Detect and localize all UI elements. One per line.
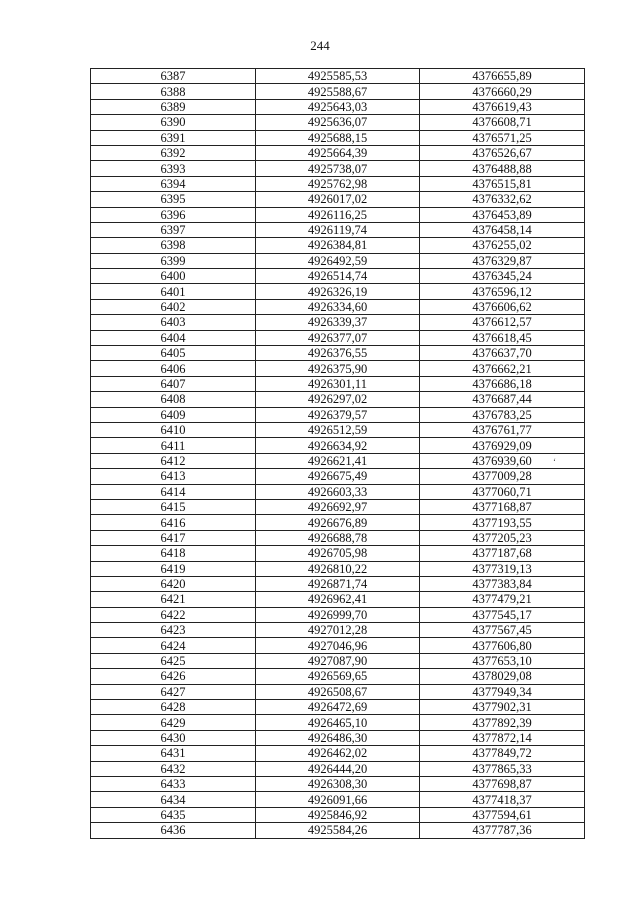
table-row bbox=[91, 715, 585, 730]
table-row bbox=[91, 592, 585, 607]
point-number-cell: 6419 bbox=[91, 561, 256, 576]
y-coordinate-cell: 4376612,57 bbox=[420, 315, 585, 330]
x-coordinate-cell: 4926871,74 bbox=[256, 576, 420, 591]
point-number-cell: 6427 bbox=[91, 684, 256, 699]
point-number-cell: 6388 bbox=[91, 84, 256, 99]
y-coordinate-cell: 4376596,12 bbox=[420, 284, 585, 299]
y-coordinate-cell: 4376618,45 bbox=[420, 330, 585, 345]
point-number-cell: 6405 bbox=[91, 346, 256, 361]
point-number-cell: 6403 bbox=[91, 315, 256, 330]
table-row bbox=[91, 145, 585, 160]
point-number-cell: 6421 bbox=[91, 592, 256, 607]
y-coordinate-cell: 4377949,34 bbox=[420, 684, 585, 699]
table-row bbox=[91, 823, 585, 838]
point-number-cell: 6433 bbox=[91, 776, 256, 791]
x-coordinate-cell: 4926308,30 bbox=[256, 776, 420, 791]
point-number-cell: 6430 bbox=[91, 730, 256, 745]
x-coordinate-cell: 4926444,20 bbox=[256, 761, 420, 776]
table-row bbox=[91, 392, 585, 407]
point-number-cell: 6394 bbox=[91, 176, 256, 191]
point-number-cell: 6407 bbox=[91, 376, 256, 391]
y-coordinate-cell: 4376686,18 bbox=[420, 376, 585, 391]
y-coordinate-cell: 4377567,45 bbox=[420, 623, 585, 638]
table-row bbox=[91, 130, 585, 145]
x-coordinate-cell: 4926377,07 bbox=[256, 330, 420, 345]
x-coordinate-cell: 4925762,98 bbox=[256, 176, 420, 191]
point-number-cell: 6426 bbox=[91, 669, 256, 684]
y-coordinate-cell: 4376488,88 bbox=[420, 161, 585, 176]
x-coordinate-cell: 4926119,74 bbox=[256, 222, 420, 237]
table-row bbox=[91, 530, 585, 545]
y-coordinate-cell: 4377653,10 bbox=[420, 653, 585, 668]
table-row bbox=[91, 284, 585, 299]
table-row bbox=[91, 207, 585, 222]
y-coordinate-cell: 4377872,14 bbox=[420, 730, 585, 745]
point-number-cell: 6399 bbox=[91, 253, 256, 268]
y-coordinate-cell: 4377902,31 bbox=[420, 700, 585, 715]
table-row bbox=[91, 315, 585, 330]
x-coordinate-cell: 4926462,02 bbox=[256, 746, 420, 761]
y-coordinate-cell: 4377787,36 bbox=[420, 823, 585, 838]
y-coordinate-cell: 4376655,89 bbox=[420, 69, 585, 84]
table-row bbox=[91, 176, 585, 191]
point-number-cell: 6420 bbox=[91, 576, 256, 591]
point-number-cell: 6401 bbox=[91, 284, 256, 299]
x-coordinate-cell: 4926705,98 bbox=[256, 546, 420, 561]
x-coordinate-cell: 4926621,41 bbox=[256, 453, 420, 468]
table-row bbox=[91, 438, 585, 453]
x-coordinate-cell: 4926376,55 bbox=[256, 346, 420, 361]
table-row bbox=[91, 653, 585, 668]
y-coordinate-cell: 4377698,87 bbox=[420, 776, 585, 791]
y-coordinate-cell: 4376255,02 bbox=[420, 238, 585, 253]
table-row bbox=[91, 469, 585, 484]
page-number: 244 bbox=[310, 38, 330, 53]
x-coordinate-cell: 4925585,53 bbox=[256, 69, 420, 84]
x-coordinate-cell: 4926017,02 bbox=[256, 192, 420, 207]
table-row bbox=[91, 746, 585, 761]
table-row bbox=[91, 576, 585, 591]
table-row bbox=[91, 269, 585, 284]
x-coordinate-cell: 4926297,02 bbox=[256, 392, 420, 407]
table-row bbox=[91, 222, 585, 237]
x-coordinate-cell: 4926492,59 bbox=[256, 253, 420, 268]
point-number-cell: 6390 bbox=[91, 115, 256, 130]
point-number-cell: 6387 bbox=[91, 69, 256, 84]
point-number-cell: 6404 bbox=[91, 330, 256, 345]
table-row bbox=[91, 792, 585, 807]
x-coordinate-cell: 4925584,26 bbox=[256, 823, 420, 838]
x-coordinate-cell: 4925664,39 bbox=[256, 145, 420, 160]
coordinates-table bbox=[90, 68, 585, 839]
table-row bbox=[91, 407, 585, 422]
y-coordinate-cell: 4377168,87 bbox=[420, 499, 585, 514]
x-coordinate-cell: 4926116,25 bbox=[256, 207, 420, 222]
point-number-cell: 6416 bbox=[91, 515, 256, 530]
coordinates-table-body bbox=[91, 69, 585, 839]
point-number-cell: 6397 bbox=[91, 222, 256, 237]
point-number-cell: 6418 bbox=[91, 546, 256, 561]
x-coordinate-cell: 4927046,96 bbox=[256, 638, 420, 653]
x-coordinate-cell: 4926091,66 bbox=[256, 792, 420, 807]
point-number-cell: 6391 bbox=[91, 130, 256, 145]
point-number-cell: 6412 bbox=[91, 453, 256, 468]
y-coordinate-cell: 4376345,24 bbox=[420, 269, 585, 284]
point-number-cell: 6411 bbox=[91, 438, 256, 453]
table-row bbox=[91, 669, 585, 684]
y-coordinate-cell: 4377193,55 bbox=[420, 515, 585, 530]
x-coordinate-cell: 4926514,74 bbox=[256, 269, 420, 284]
y-coordinate-cell: 4376453,89 bbox=[420, 207, 585, 222]
x-coordinate-cell: 4926384,81 bbox=[256, 238, 420, 253]
y-coordinate-cell: 4377594,61 bbox=[420, 807, 585, 822]
y-coordinate-cell: 4377319,13 bbox=[420, 561, 585, 576]
table-row bbox=[91, 638, 585, 653]
x-coordinate-cell: 4926375,90 bbox=[256, 361, 420, 376]
x-coordinate-cell: 4926603,33 bbox=[256, 484, 420, 499]
x-coordinate-cell: 4926634,92 bbox=[256, 438, 420, 453]
table-row bbox=[91, 84, 585, 99]
table-row bbox=[91, 453, 585, 468]
point-number-cell: 6434 bbox=[91, 792, 256, 807]
y-coordinate-cell: 4377849,72 bbox=[420, 746, 585, 761]
x-coordinate-cell: 4926301,11 bbox=[256, 376, 420, 391]
table-row bbox=[91, 561, 585, 576]
table-row bbox=[91, 99, 585, 114]
x-coordinate-cell: 4926334,60 bbox=[256, 299, 420, 314]
table-row bbox=[91, 546, 585, 561]
x-coordinate-cell: 4926569,65 bbox=[256, 669, 420, 684]
y-coordinate-cell: 4376515,81 bbox=[420, 176, 585, 191]
point-number-cell: 6400 bbox=[91, 269, 256, 284]
y-coordinate-cell: 4376637,70 bbox=[420, 346, 585, 361]
scan-mark: ‘ bbox=[553, 457, 556, 467]
point-number-cell: 6389 bbox=[91, 99, 256, 114]
table-row bbox=[91, 69, 585, 84]
point-number-cell: 6422 bbox=[91, 607, 256, 622]
x-coordinate-cell: 4926465,10 bbox=[256, 715, 420, 730]
y-coordinate-cell: 4376761,77 bbox=[420, 422, 585, 437]
x-coordinate-cell: 4926810,22 bbox=[256, 561, 420, 576]
table-row bbox=[91, 376, 585, 391]
point-number-cell: 6406 bbox=[91, 361, 256, 376]
y-coordinate-cell: 4376783,25 bbox=[420, 407, 585, 422]
table-row bbox=[91, 730, 585, 745]
point-number-cell: 6415 bbox=[91, 499, 256, 514]
x-coordinate-cell: 4926486,30 bbox=[256, 730, 420, 745]
point-number-cell: 6432 bbox=[91, 761, 256, 776]
y-coordinate-cell: 4377892,39 bbox=[420, 715, 585, 730]
table-row bbox=[91, 299, 585, 314]
point-number-cell: 6423 bbox=[91, 623, 256, 638]
point-number-cell: 6410 bbox=[91, 422, 256, 437]
table-row bbox=[91, 346, 585, 361]
point-number-cell: 6429 bbox=[91, 715, 256, 730]
point-number-cell: 6402 bbox=[91, 299, 256, 314]
y-coordinate-cell: 4377479,21 bbox=[420, 592, 585, 607]
y-coordinate-cell: 4377205,23 bbox=[420, 530, 585, 545]
point-number-cell: 6396 bbox=[91, 207, 256, 222]
table-row bbox=[91, 253, 585, 268]
point-number-cell: 6431 bbox=[91, 746, 256, 761]
y-coordinate-cell: 4377187,68 bbox=[420, 546, 585, 561]
x-coordinate-cell: 4925688,15 bbox=[256, 130, 420, 145]
x-coordinate-cell: 4926379,57 bbox=[256, 407, 420, 422]
y-coordinate-cell: 4376660,29 bbox=[420, 84, 585, 99]
x-coordinate-cell: 4926999,70 bbox=[256, 607, 420, 622]
y-coordinate-cell: 4376458,14 bbox=[420, 222, 585, 237]
table-row bbox=[91, 623, 585, 638]
table-row bbox=[91, 684, 585, 699]
y-coordinate-cell: 4376608,71 bbox=[420, 115, 585, 130]
y-coordinate-cell: 4376619,43 bbox=[420, 99, 585, 114]
x-coordinate-cell: 4926472,69 bbox=[256, 700, 420, 715]
y-coordinate-cell: 4377383,84 bbox=[420, 576, 585, 591]
x-coordinate-cell: 4926675,49 bbox=[256, 469, 420, 484]
x-coordinate-cell: 4926326,19 bbox=[256, 284, 420, 299]
point-number-cell: 6398 bbox=[91, 238, 256, 253]
x-coordinate-cell: 4926339,37 bbox=[256, 315, 420, 330]
point-number-cell: 6435 bbox=[91, 807, 256, 822]
y-coordinate-cell: 4376929,09 bbox=[420, 438, 585, 453]
x-coordinate-cell: 4925636,07 bbox=[256, 115, 420, 130]
point-number-cell: 6393 bbox=[91, 161, 256, 176]
x-coordinate-cell: 4927087,90 bbox=[256, 653, 420, 668]
y-coordinate-cell: 4378029,08 bbox=[420, 669, 585, 684]
table-row bbox=[91, 238, 585, 253]
y-coordinate-cell: 4376606,62 bbox=[420, 299, 585, 314]
y-coordinate-cell: 4377545,17 bbox=[420, 607, 585, 622]
table-row bbox=[91, 330, 585, 345]
table-row bbox=[91, 422, 585, 437]
y-coordinate-cell: 4376526,67 bbox=[420, 145, 585, 160]
y-coordinate-cell: 4376687,44 bbox=[420, 392, 585, 407]
table-row bbox=[91, 192, 585, 207]
point-number-cell: 6395 bbox=[91, 192, 256, 207]
x-coordinate-cell: 4925738,07 bbox=[256, 161, 420, 176]
y-coordinate-cell: 4377606,80 bbox=[420, 638, 585, 653]
table-row bbox=[91, 807, 585, 822]
x-coordinate-cell: 4925643,03 bbox=[256, 99, 420, 114]
table-row bbox=[91, 361, 585, 376]
point-number-cell: 6424 bbox=[91, 638, 256, 653]
point-number-cell: 6425 bbox=[91, 653, 256, 668]
point-number-cell: 6436 bbox=[91, 823, 256, 838]
table-row bbox=[91, 115, 585, 130]
table-row bbox=[91, 161, 585, 176]
y-coordinate-cell: 4376329,87 bbox=[420, 253, 585, 268]
y-coordinate-cell: 4377865,33 bbox=[420, 761, 585, 776]
x-coordinate-cell: 4926688,78 bbox=[256, 530, 420, 545]
y-coordinate-cell: 4377009,28 bbox=[420, 469, 585, 484]
table-row bbox=[91, 607, 585, 622]
table-row bbox=[91, 499, 585, 514]
table-row bbox=[91, 515, 585, 530]
point-number-cell: 6428 bbox=[91, 700, 256, 715]
point-number-cell: 6409 bbox=[91, 407, 256, 422]
x-coordinate-cell: 4925846,92 bbox=[256, 807, 420, 822]
y-coordinate-cell: 4377418,37 bbox=[420, 792, 585, 807]
x-coordinate-cell: 4926508,67 bbox=[256, 684, 420, 699]
x-coordinate-cell: 4926676,89 bbox=[256, 515, 420, 530]
point-number-cell: 6392 bbox=[91, 145, 256, 160]
y-coordinate-cell: 4376332,62 bbox=[420, 192, 585, 207]
y-coordinate-cell: 4376939,60 bbox=[420, 453, 585, 468]
point-number-cell: 6413 bbox=[91, 469, 256, 484]
point-number-cell: 6408 bbox=[91, 392, 256, 407]
table-row bbox=[91, 761, 585, 776]
table-row bbox=[91, 776, 585, 791]
table-row bbox=[91, 700, 585, 715]
point-number-cell: 6417 bbox=[91, 530, 256, 545]
x-coordinate-cell: 4926692,97 bbox=[256, 499, 420, 514]
x-coordinate-cell: 4927012,28 bbox=[256, 623, 420, 638]
y-coordinate-cell: 4376662,21 bbox=[420, 361, 585, 376]
point-number-cell: 6414 bbox=[91, 484, 256, 499]
x-coordinate-cell: 4926512,59 bbox=[256, 422, 420, 437]
table-row bbox=[91, 484, 585, 499]
x-coordinate-cell: 4925588,67 bbox=[256, 84, 420, 99]
y-coordinate-cell: 4376571,25 bbox=[420, 130, 585, 145]
y-coordinate-cell: 4377060,71 bbox=[420, 484, 585, 499]
x-coordinate-cell: 4926962,41 bbox=[256, 592, 420, 607]
